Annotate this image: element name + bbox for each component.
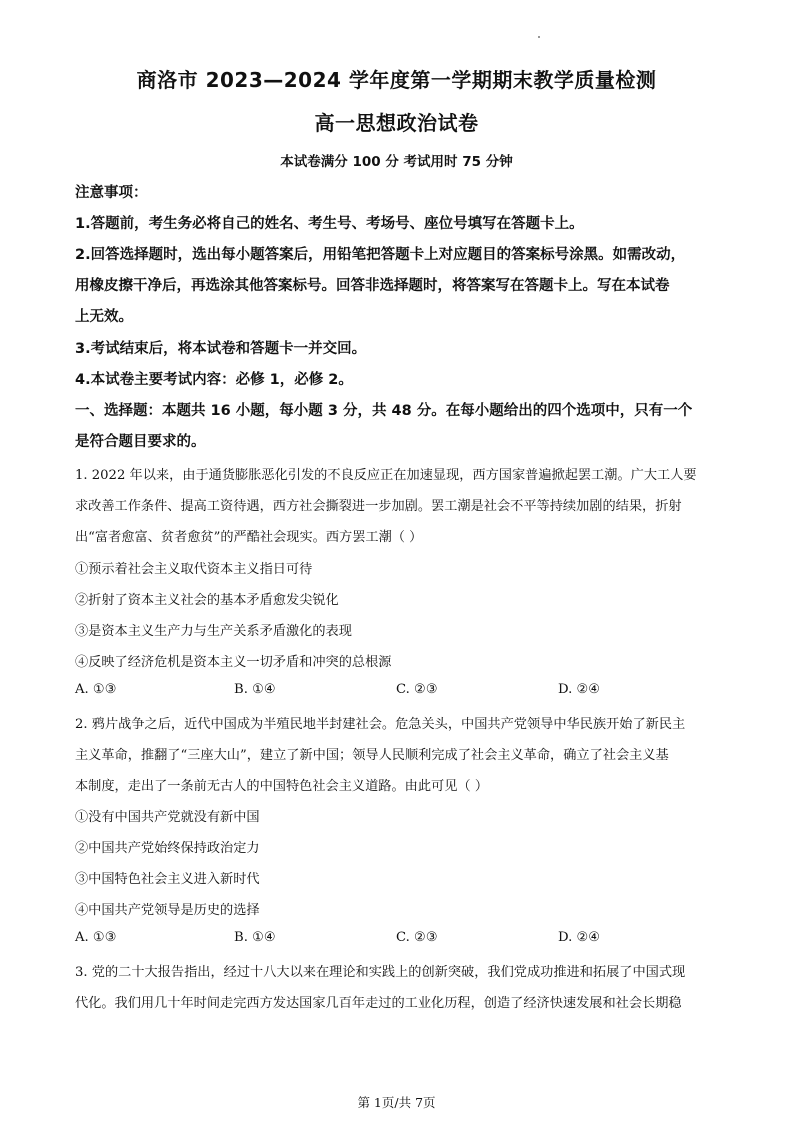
section-heading-cont: 是符合题目要求的。 xyxy=(75,434,206,450)
notice-item-3: 3.考试结束后，将本试卷和答题卡一并交回。 xyxy=(75,341,367,357)
q2-stem-line: 2. 鸦片战争之后，近代中国成为半殖民地半封建社会。危急关头，中国共产党领导中华民族开始了新民主 xyxy=(75,717,686,732)
notice-item-2-end: 上无效。 xyxy=(75,309,133,325)
page-footer: 第 1页/共 7页 xyxy=(357,1095,436,1110)
exam-title: 商洛市 2023—2024 学年度第一学期期末教学质量检测 xyxy=(136,68,657,92)
q1-statement: ①预示着社会主义取代资本主义指日可待 xyxy=(75,562,313,577)
q3-stem-line: 3. 党的二十大报告指出，经过十八大以来在理论和实践上的创新突破，我们党成功推进和拓展了中国式现 xyxy=(75,965,686,980)
q1-statement: ④反映了经济危机是资本主义一切矛盾和冲突的总根源 xyxy=(75,655,392,670)
q2-option-a: A. ①③ xyxy=(75,930,117,945)
q1-option-b: B. ①④ xyxy=(234,682,276,697)
q2-stem-line: 主义革命，推翻了“三座大山”，建立了新中国；领导人民顺利完成了社会主义革命，确立了社会主义基 xyxy=(75,748,669,763)
q1-stem-line: 求改善工作条件、提高工资待遇，西方社会撕裂进一步加剧。罢工潮是社会不平等持续加剧的结果，折射 xyxy=(75,499,682,514)
q2-statement: ④中国共产党领导是历史的选择 xyxy=(75,903,260,918)
q1-option-a: A. ①③ xyxy=(75,682,117,697)
q1-option-d: D. ②④ xyxy=(558,682,601,697)
q1-stem-line: 1. 2022 年以来，由于通货膨胀恶化引发的不良反应正在加速显现，西方国家普遍掀起罢工潮。广大工人要 xyxy=(75,468,697,483)
exam-subtitle: 高一思想政治试卷 xyxy=(314,111,479,135)
q2-option-b: B. ①④ xyxy=(234,930,276,945)
q3-stem-line: 代化。我们用几十年时间走完西方发达国家几百年走过的工业化历程，创造了经济快速发展和社会长期稳 xyxy=(75,996,682,1011)
q2-statement: ②中国共产党始终保持政治定力 xyxy=(75,841,260,856)
notice-item-4: 4.本试卷主要考试内容：必修 1，必修 2。 xyxy=(75,372,353,388)
q2-statement: ①没有中国共产党就没有新中国 xyxy=(75,810,260,825)
exam-info: 本试卷满分 100 分 考试用时 75 分钟 xyxy=(280,154,513,170)
section-heading: 一、选择题：本题共 16 小题，每小题 3 分，共 48 分。在每小题给出的四个选项中，只有一个 xyxy=(75,403,693,419)
notice-item-2-cont: 用橡皮擦干净后，再选涂其他答案标号。回答非选择题时，将答案写在答题卡上。写在本试卷 xyxy=(75,278,670,294)
q2-statement: ③中国特色社会主义进入新时代 xyxy=(75,872,260,887)
q2-option-d: D. ②④ xyxy=(558,930,601,945)
notice-item-1: 1.答题前，考生务必将自己的姓名、考生号、考场号、座位号填写在答题卡上。 xyxy=(75,216,584,232)
q1-statement: ③是资本主义生产力与生产关系矛盾激化的表现 xyxy=(75,624,352,639)
q2-option-c: C. ②③ xyxy=(396,930,438,945)
notice-heading: 注意事项： xyxy=(75,185,148,201)
q1-stem-line: 出“富者愈富、贫者愈贫”的严酷社会现实。西方罢工潮（ ） xyxy=(75,530,423,545)
q1-statement: ②折射了资本主义社会的基本矛盾愈发尖锐化 xyxy=(75,593,339,608)
q2-stem-line: 本制度，走出了一条前无古人的中国特色社会主义道路。由此可见（ ） xyxy=(75,779,489,794)
scan-dot xyxy=(538,36,540,38)
q1-option-c: C. ②③ xyxy=(396,682,438,697)
notice-item-2: 2.回答选择题时，选出每小题答案后，用铅笔把答题卡上对应题目的答案标号涂黑。如需改动， xyxy=(75,247,686,263)
